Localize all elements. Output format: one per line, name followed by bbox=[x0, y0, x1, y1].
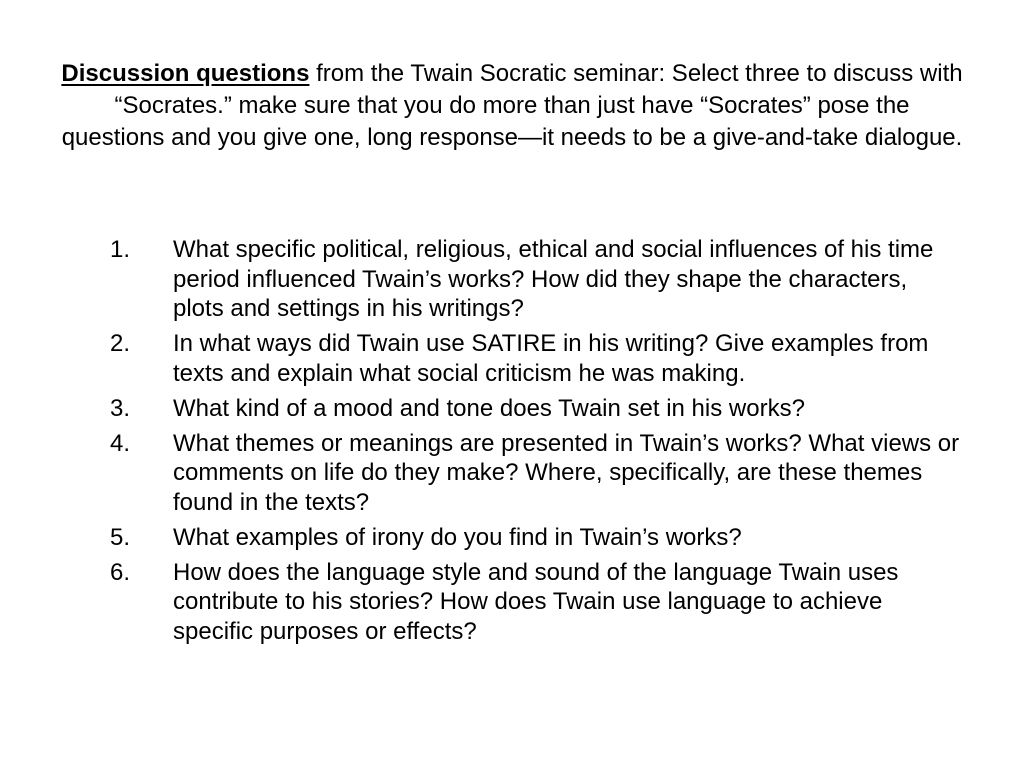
question-text: In what ways did Twain use SATIRE in his writing? Give examples from texts and explain what social criticism he was making. bbox=[173, 330, 929, 387]
question-item bbox=[110, 235, 960, 324]
question-number: 5. bbox=[110, 523, 131, 551]
question-text: How does the language style and sound of the language Twain uses contribute to his stories? How does Twain use language to achieve specific purposes or effects? bbox=[173, 558, 899, 645]
question-text: What kind of a mood and tone does Twain set in his works? bbox=[173, 394, 805, 422]
question-number: 2. bbox=[110, 330, 131, 357]
question-item bbox=[110, 429, 960, 518]
question-item bbox=[110, 329, 960, 388]
question-number: 3. bbox=[110, 394, 131, 422]
question-item bbox=[110, 558, 960, 647]
question-number: 6. bbox=[110, 558, 131, 586]
question-item bbox=[110, 523, 960, 553]
question-number: 1. bbox=[110, 236, 131, 263]
heading-instructions: from the Twain Socratic seminar: Select three to discuss with “Socrates.” make sure that you do more than just have “Socrates” pose the questions and you give one, long response—it needs to be a give-and-take dialogue. bbox=[61, 60, 963, 151]
heading-lead: Discussion questions bbox=[61, 60, 310, 87]
question-item bbox=[110, 394, 960, 424]
question-text: What specific political, religious, ethical and social influences of his time period influenced Twain’s works? How did they shape the characters, plots and settings in his writings? bbox=[173, 236, 934, 322]
question-number: 4. bbox=[110, 429, 131, 457]
question-list bbox=[110, 235, 960, 652]
question-text: What examples of irony do you find in Twain’s works? bbox=[173, 523, 742, 551]
question-text: What themes or meanings are presented in Twain’s works? What views or comments on life do they make? Where, specifically, are these themes found in the texts? bbox=[173, 429, 960, 516]
slide-heading bbox=[60, 58, 964, 154]
